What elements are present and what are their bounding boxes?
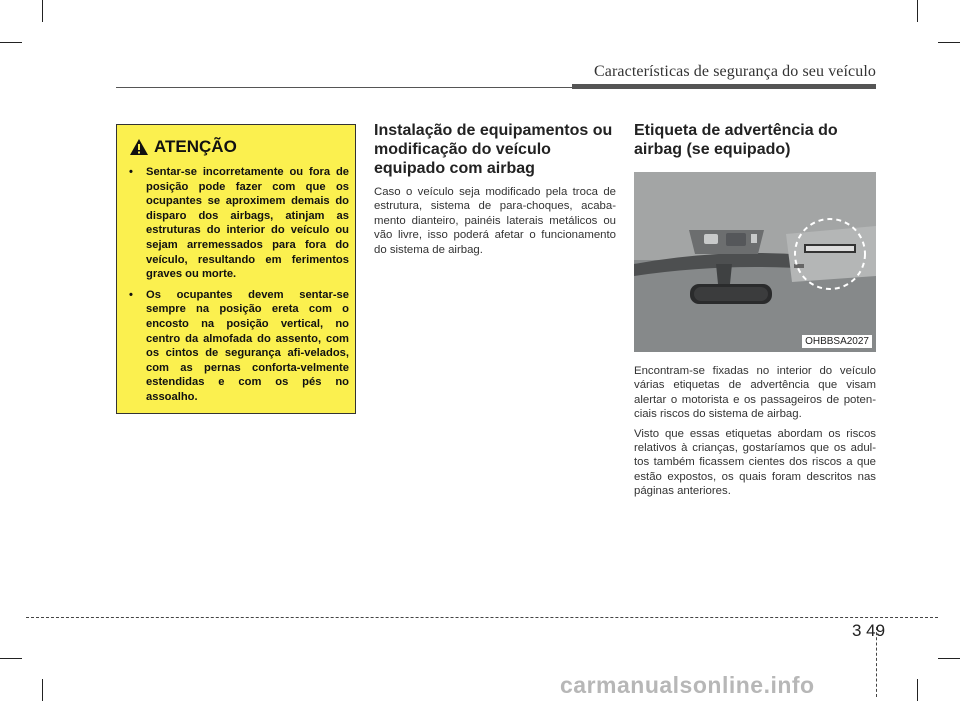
section-label [634, 121, 876, 504]
warning-title: ATENÇÃO [154, 137, 237, 156]
watermark: carmanualsonline.info [560, 672, 815, 698]
headliner-illustration [634, 172, 876, 352]
crop-mark [938, 42, 960, 43]
section-install-heading: Instalação de equipamentos ou modificação do veículo equipado com airbag [374, 122, 613, 177]
warning-title-row [129, 137, 237, 157]
warning-item-text: Sentar-se incorretamente ou fora de posição pode fazer com que os ocupantes se aproximem demais do disparo dos airbags, atinjam as estruturas do interior do veículo ou sejam arremessados para fora do veículo, resultando em ferimentos graves ou morte. [146, 166, 349, 281]
section-label-paragraph-1: Encontram-se fixadas no interior do veículo várias etiquetas de advertência que visam alertar o motorista e os passageiros de poten-ciais riscos do sistema de airbag. [634, 365, 876, 421]
crop-mark [917, 0, 918, 22]
header-bar [572, 84, 876, 89]
section-label-paragraph-2: Visto que essas etiquetas abordam os riscos relativos à crianças, gostaríamos que os adul-tos também ficassem cientes dos riscos a que estão expostos, os quais foram descritos nas páginas anteriores. [634, 427, 876, 498]
bullet: • [129, 288, 133, 301]
crop-mark [0, 42, 22, 43]
warning-item [127, 288, 349, 405]
page-number-divider [876, 627, 877, 697]
crop-mark [0, 658, 22, 659]
airbag-label-photo [634, 172, 876, 352]
crop-mark [42, 0, 43, 22]
warning-box [116, 124, 356, 414]
warning-triangle-icon [129, 138, 149, 156]
section-install [374, 121, 616, 262]
section-label-heading: Etiqueta de advertência do airbag (se equipado) [634, 122, 838, 158]
crop-mark [42, 679, 43, 701]
warning-item-text: Os ocupantes devem sentar-se sempre na posição ereta com o encosto na posição vertical, no centro da almofada do assento, com os cintos de segurança afi-velados, com as pernas conforta-velmente estendidas e com os pés no assoalho. [146, 288, 349, 403]
bullet: • [129, 166, 133, 178]
crop-mark [938, 658, 960, 659]
footer-divider [26, 617, 938, 618]
page-header-title: Características de segurança do seu veículo [594, 63, 876, 80]
crop-mark [917, 679, 918, 701]
section-install-paragraph: Caso o veículo seja modificado pela troca de estrutura, sistema de para-choques, acaba-mento dianteiro, painéis laterais metálicos ou vão livre, isso poderá afetar o funcionamento do sistema de airbag. [374, 186, 616, 256]
warning-list [127, 165, 349, 411]
warning-item [127, 165, 349, 282]
page-number: 3 49 [852, 621, 886, 640]
image-code: OHBBSA2027 [802, 335, 872, 348]
